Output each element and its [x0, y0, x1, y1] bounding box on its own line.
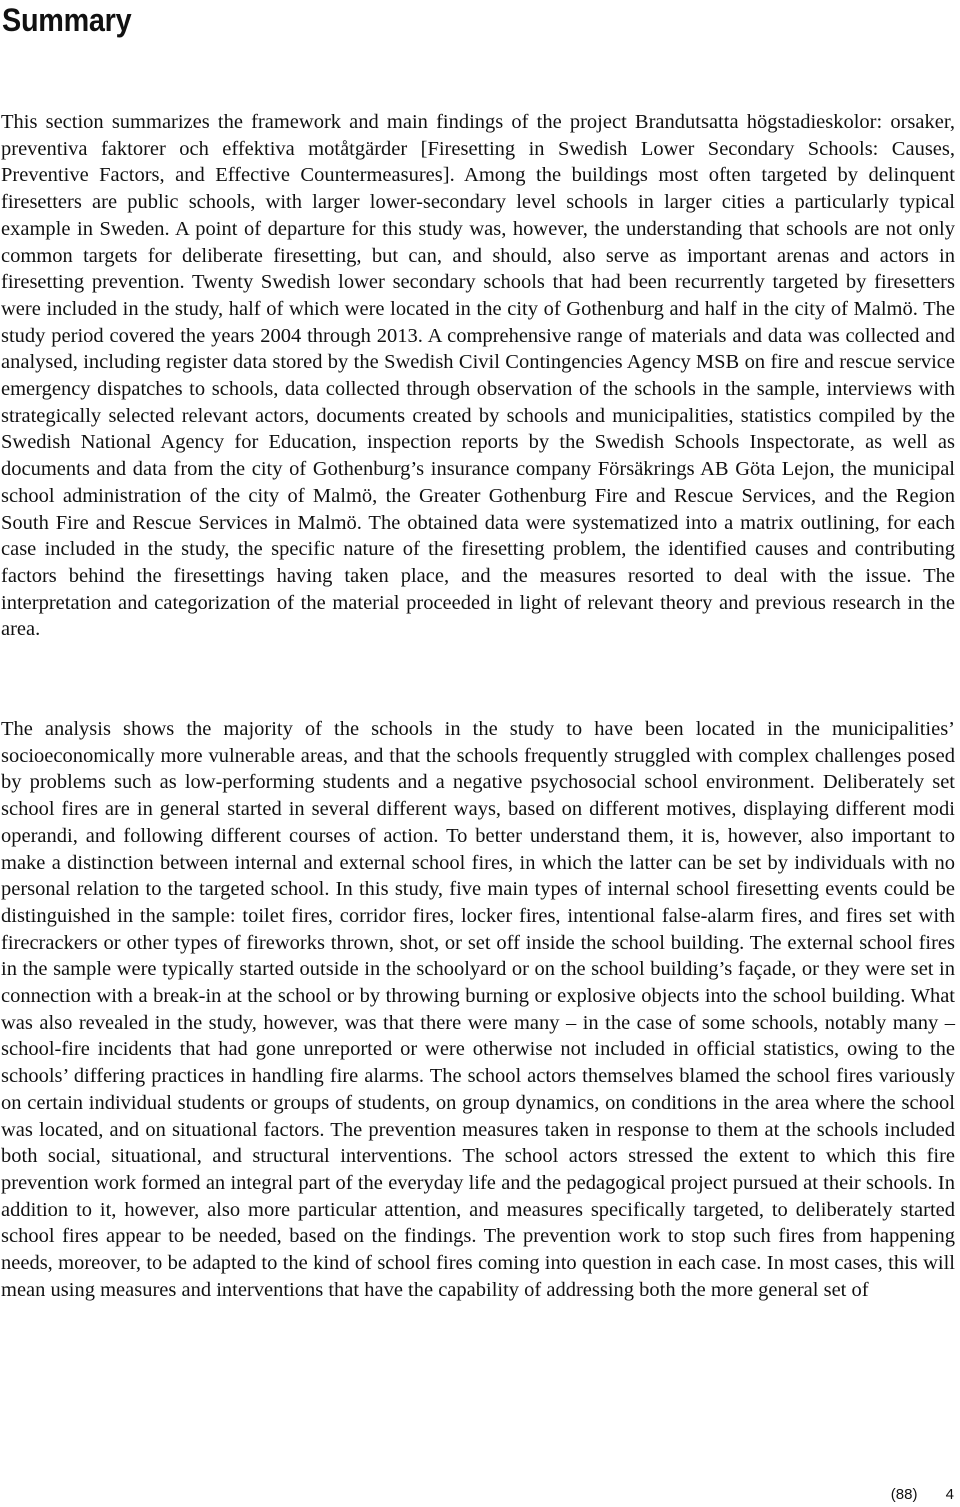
page-title: Summary — [2, 2, 132, 38]
page-footer — [891, 1486, 954, 1504]
page-number: 4 — [945, 1486, 954, 1503]
summary-paragraph-2: The analysis shows the majority of the schools in the study to have been located in the municipalities’ socioeconomically more vulnerable areas, and that the schools frequently struggled with complex challenges posed by problems such as low-performing students and a negative psychosocial school environment. Deliberately set school fires are in general started in several different ways, based on different motives, displaying different modi operandi, and following different courses of action. To better understand them, it is, however, also important to make a distinction between internal and external school fires, in which the latter can be set by individuals with no personal relation to the targeted school. In this study, five main types of internal school firesetting events could be distinguished in the sample: toilet fires, corridor fires, locker fires, intentional false-alarm fires, and fires set with firecrackers or other types of fireworks thrown, shot, or set off inside the school building. The external school fires in the sample were typically started outside in the schoolyard or on the school building’s façade, or they were set in connection with a break-in at the school or by throwing burning or explosive objects into the school building. What was also revealed in the study, however, was that there were many – in the case of some schools, notably many – school-fire incidents that had gone unreported or were otherwise not included in official statistics, owing to the schools’ differing practices in handling fire alarms. The school actors themselves blamed the school fires variously on certain individual students or groups of students, on group dynamics, on conditions in the area where the school was located, and on situational factors. The prevention measures taken in response to them at the schools included both social, situational, and structural interventions. The school actors stressed the extent to which this fire prevention work formed an integral part of the everyday life and the pedagogical project pursued at their schools. In addition to it, however, also more particular attention, and measures specifically targeted, to deliberately started school fires appear to be needed, based on the findings. The prevention work to stop such fires from happening needs, moreover, to be adapted to the kind of school fires coming into question in each case. In most cases, this will mean using measures and interventions that have the capability of addressing both the more general set of — [1, 718, 955, 1301]
page-total: (88) — [890, 1486, 918, 1503]
summary-paragraph-1: This section summarizes the framework and main findings of the project Brandutsatta högstadieskolor: orsaker, preventiva faktorer och effektiva motåtgärder [Firesetting in Swedish Lower Secondary Schools: Causes, Preventive Factors, and Effective Countermeasures]. Among the buildings most often targeted by delinquent firesetters are public schools, with larger lower-secondary level schools in larger cities a particularly typical example in Sweden. A point of departure for this study was, however, the understanding that schools are not only common targets for deliberate firesetting, but can, and should, also serve as important arenas and actors in firesetting prevention. Twenty Swedish lower secondary schools that had been recurrently targeted by firesetters were included in the study, half of which were located in the city of Gothenburg and half in the city of Malmö. The study period covered the years 2004 through 2013. A comprehensive range of materials and data was collected and analysed, including register data stored by the Swedish Civil Contingencies Agency MSB on fire and rescue service emergency dispatches to schools, data collected through observation of the schools in the sample, interviews with strategically selected relevant actors, documents created by schools and municipalities, statistics compiled by the Swedish National Agency for Education, inspection reports by the Swedish Schools Inspectorate, as well as documents and data from the city of Gothenburg’s insurance company Försäkrings AB Göta Lejon, the municipal school administration of the city of Malmö, the Greater Gothenburg Fire and Rescue Services, and the Region South Fire and Rescue Services in Malmö. The obtained data were systematized into a matrix outlining, for each case included in the study, the specific nature of the firesetting problem, the identified causes and contributing factors behind the firesettings having taken place, and the measures resorted to deal with the issue. The interpretation and categorization of the material proceeded in light of relevant theory and previous research in the area. — [1, 111, 955, 641]
